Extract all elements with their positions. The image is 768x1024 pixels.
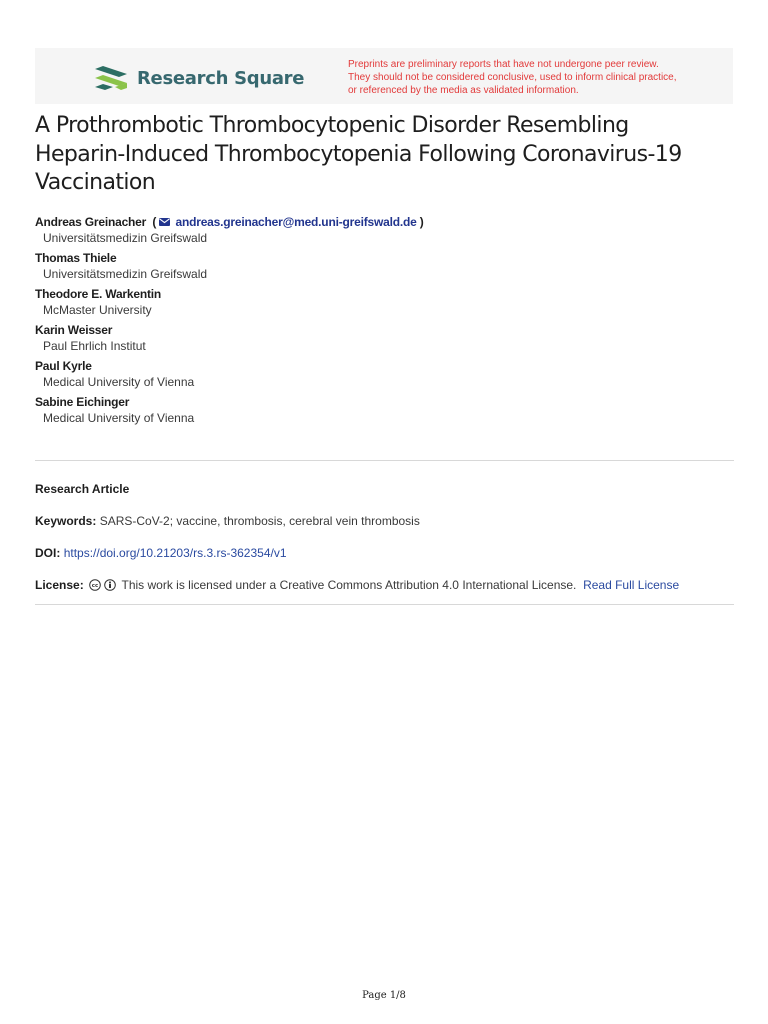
title-line: Heparin-Induced Thrombocytopenia Following Coronavirus-19 — [35, 141, 682, 167]
author-entry — [35, 358, 735, 390]
preprint-banner — [35, 48, 733, 104]
svg-text:cc: cc — [91, 583, 99, 590]
author-name: Theodore E. Warkentin — [35, 287, 162, 301]
doi — [35, 545, 287, 561]
research-square-logo[interactable] — [93, 65, 304, 93]
section-divider — [35, 604, 734, 605]
article-title — [35, 112, 735, 198]
research-square-logo-icon — [93, 65, 129, 93]
license-label: License: — [35, 578, 84, 592]
section-divider — [35, 460, 734, 461]
author-name: Thomas Thiele — [35, 251, 117, 265]
author-list — [35, 214, 735, 430]
read-full-license-link[interactable]: Read Full License — [583, 578, 680, 592]
author-name: Paul Kyrle — [35, 359, 92, 373]
keywords-label: Keywords: — [35, 514, 97, 528]
keywords — [35, 513, 420, 529]
author-name: Sabine Eichinger — [35, 395, 130, 409]
author-affiliation: Universitätsmedizin Greifswald — [43, 267, 208, 281]
author-entry — [35, 322, 735, 354]
disclaimer-line: or referenced by the media as validated information. — [348, 85, 579, 96]
doi-label: DOI: — [35, 546, 61, 560]
brand-name: Research Square — [137, 68, 305, 89]
author-email: andreas.greinacher@med.uni-greifswald.de — [175, 215, 417, 229]
doi-link[interactable]: https://doi.org/10.21203/rs.3.rs-362354/v1 — [63, 546, 287, 560]
envelope-icon — [159, 218, 170, 226]
article-type: Research Article — [35, 482, 130, 496]
title-line: Vaccination — [35, 170, 156, 195]
author-entry — [35, 286, 735, 318]
preprint-disclaimer — [348, 58, 708, 97]
author-entry: Andreas Greinacher ( andreas.greinacher@med.uni-greifswald.de ) Universitätsmedizin Greifswald — [35, 214, 735, 246]
author-entry — [35, 250, 735, 282]
disclaimer-line: Preprints are preliminary reports that have not undergone peer review. — [348, 59, 659, 70]
author-name: Karin Weisser — [35, 323, 113, 337]
disclaimer-line: They should not be considered conclusive, used to inform clinical practice, — [348, 72, 677, 83]
author-affiliation: Medical University of Vienna — [43, 375, 195, 389]
author-email-link[interactable] — [159, 215, 416, 229]
author-entry — [35, 394, 735, 426]
cc-icon — [89, 579, 101, 591]
author-affiliation: Medical University of Vienna — [43, 411, 195, 425]
title-line: A Prothrombotic Thrombocytopenic Disorder Resembling — [35, 113, 629, 138]
page-number: Page 1/8 — [362, 990, 406, 1001]
license — [35, 577, 679, 595]
license-text: This work is licensed under a Creative Commons Attribution 4.0 International License. — [121, 578, 577, 592]
author-affiliation: Universitätsmedizin Greifswald — [43, 231, 208, 245]
author-affiliation: Paul Ehrlich Institut — [43, 339, 146, 353]
attribution-icon — [104, 579, 116, 591]
author-affiliation: McMaster University — [43, 303, 152, 317]
author-name: Andreas Greinacher — [35, 215, 147, 229]
keywords-value: SARS-CoV-2; vaccine, thrombosis, cerebral vein thrombosis — [99, 514, 420, 528]
